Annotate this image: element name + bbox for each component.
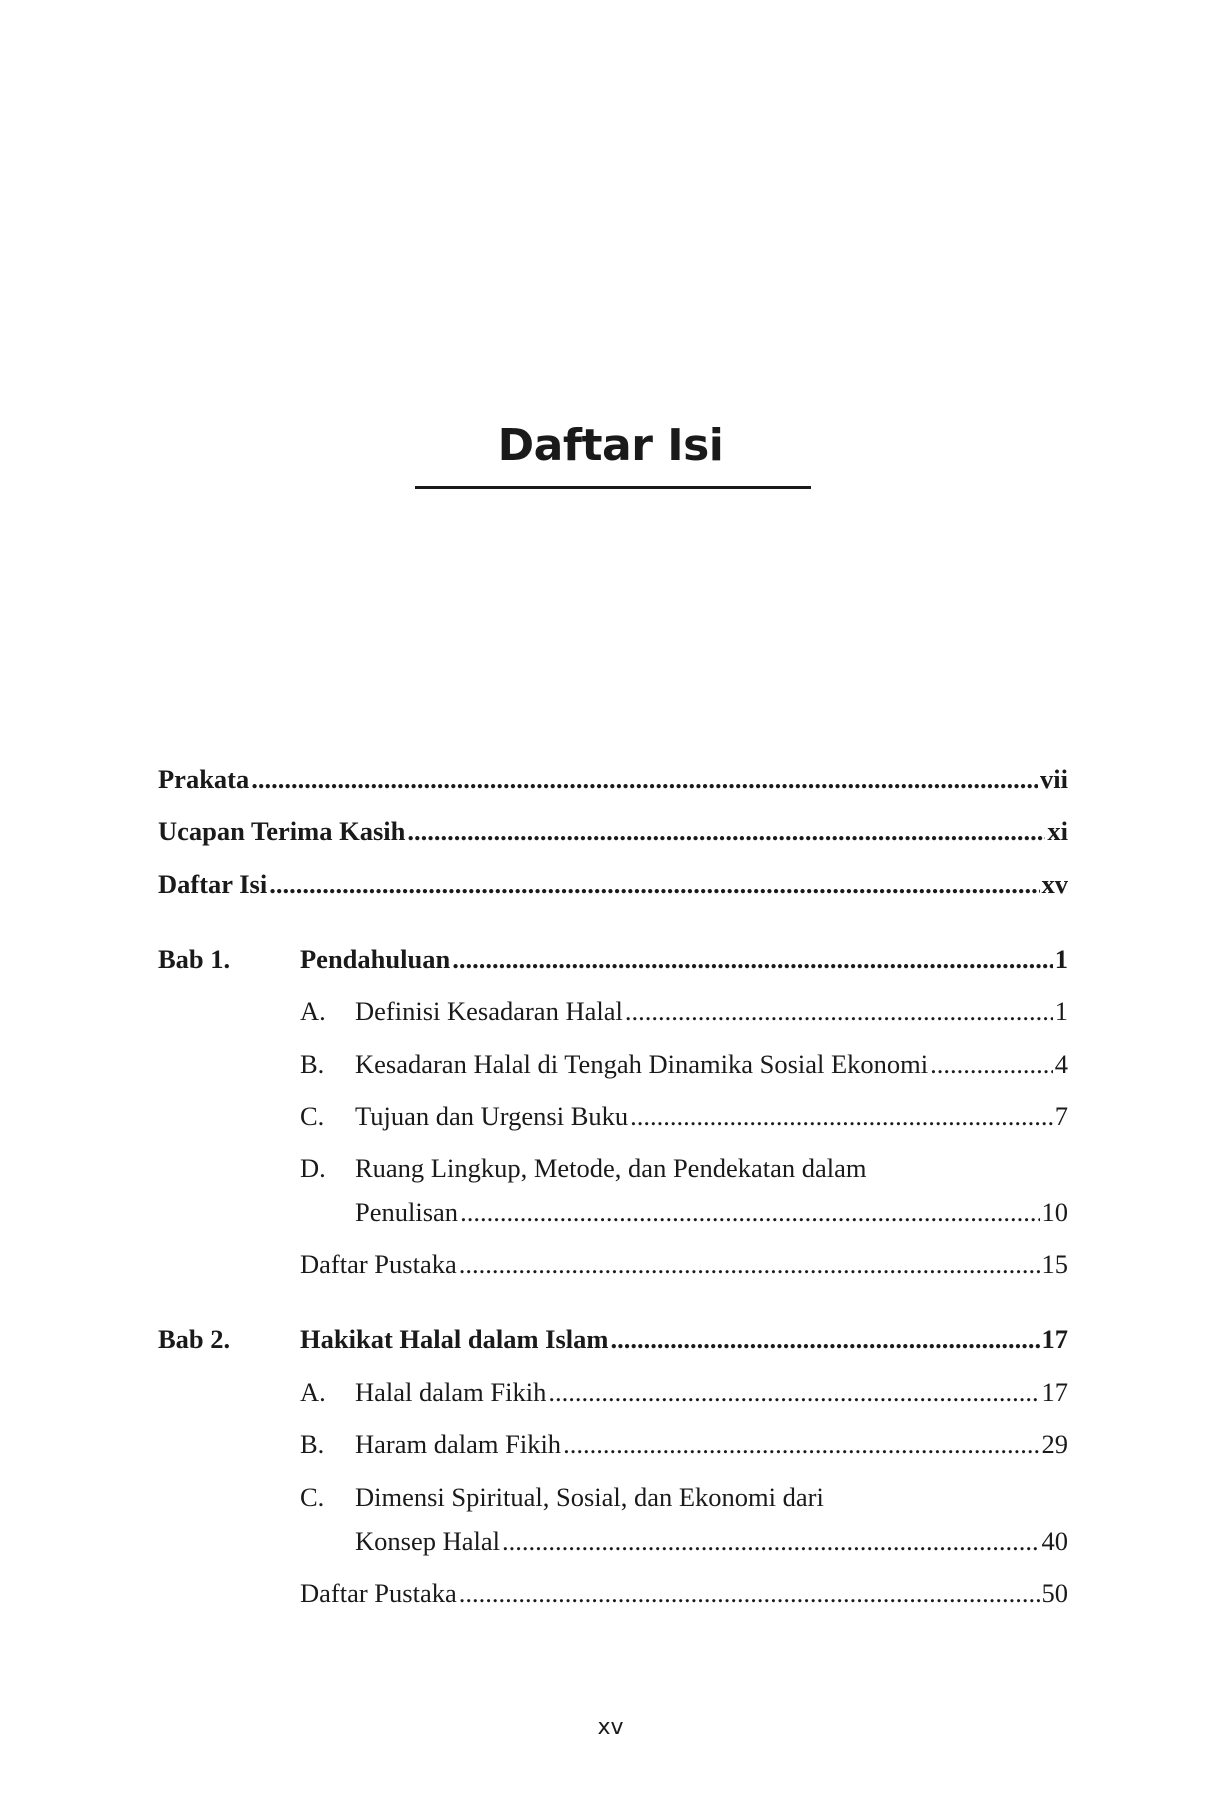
bibliography-page: 50 <box>1041 1578 1068 1608</box>
section-title-line2: Konsep Halal <box>355 1526 500 1556</box>
section-page: 1 <box>1054 996 1068 1026</box>
toc-section-1b[interactable] <box>355 1049 1068 1080</box>
chapter-title: Pendahuluan <box>300 944 451 974</box>
section-title-line1[interactable]: Ruang Lingkup, Metode, dan Pendekatan dalam <box>355 1153 867 1183</box>
section-letter: D. <box>300 1153 326 1183</box>
leader-dots <box>610 1324 1039 1355</box>
title-underline <box>415 486 811 489</box>
section-title: Haram dalam Fikih <box>355 1429 562 1459</box>
toc-entry-daftar-isi[interactable] <box>158 869 1068 900</box>
leader-dots <box>251 764 1038 795</box>
leader-dots <box>459 1249 1040 1280</box>
section-letter: B. <box>300 1049 325 1079</box>
toc-section-1c[interactable] <box>355 1101 1068 1132</box>
section-page: 40 <box>1041 1526 1068 1556</box>
toc-section-1a[interactable] <box>355 996 1068 1027</box>
toc-entry-label: Daftar Isi <box>158 869 268 899</box>
toc-entry-ucapan-terima-kasih[interactable] <box>158 816 1068 847</box>
chapter-page: 17 <box>1041 1324 1068 1354</box>
leader-dots <box>407 816 1045 847</box>
section-title: Definisi Kesadaran Halal <box>355 996 623 1026</box>
chapter-number: Bab 2. <box>158 1324 231 1354</box>
toc-section-2c[interactable] <box>355 1526 1068 1557</box>
leader-dots <box>563 1429 1039 1460</box>
toc-entry-label: Ucapan Terima Kasih <box>158 816 406 846</box>
toc-section-2a[interactable] <box>355 1377 1068 1408</box>
bibliography-page: 15 <box>1041 1249 1068 1279</box>
leader-dots <box>269 869 1039 900</box>
toc-entry-page: vii <box>1040 764 1068 794</box>
section-title-line1[interactable]: Dimensi Spiritual, Sosial, dan Ekonomi dari <box>355 1482 824 1512</box>
toc-entry-page: xv <box>1041 869 1068 899</box>
leader-dots <box>502 1526 1040 1557</box>
section-title: Tujuan dan Urgensi Buku <box>355 1101 629 1131</box>
section-page: 10 <box>1041 1197 1068 1227</box>
toc-chapter-1[interactable] <box>300 944 1068 975</box>
chapter-page: 1 <box>1054 944 1068 974</box>
bibliography-label: Daftar Pustaka <box>300 1578 457 1608</box>
toc-bibliography-2[interactable] <box>300 1578 1068 1609</box>
section-letter: C. <box>300 1482 325 1512</box>
bibliography-label: Daftar Pustaka <box>300 1249 457 1279</box>
section-letter: C. <box>300 1101 325 1131</box>
leader-dots <box>459 1578 1040 1609</box>
section-page: 4 <box>1054 1049 1068 1079</box>
leader-dots <box>460 1197 1039 1228</box>
toc-entry-prakata[interactable] <box>158 764 1068 795</box>
section-page: 17 <box>1041 1377 1068 1407</box>
section-letter: B. <box>300 1429 325 1459</box>
section-page: 29 <box>1041 1429 1068 1459</box>
section-title-line2: Penulisan <box>355 1197 459 1227</box>
leader-dots <box>630 1101 1053 1132</box>
section-page: 7 <box>1054 1101 1068 1131</box>
toc-chapter-2[interactable] <box>300 1324 1068 1355</box>
section-title: Kesadaran Halal di Tengah Dinamika Sosial Ekonomi <box>355 1049 929 1079</box>
page-title: Daftar Isi <box>497 420 724 471</box>
leader-dots <box>452 944 1053 975</box>
chapter-number: Bab 1. <box>158 944 231 974</box>
toc-entry-page: xi <box>1047 816 1068 846</box>
toc-entry-label: Prakata <box>158 764 250 794</box>
page-number: xv <box>597 1715 624 1740</box>
section-title: Halal dalam Fikih <box>355 1377 547 1407</box>
leader-dots <box>625 996 1053 1027</box>
chapter-title: Hakikat Halal dalam Islam <box>300 1324 609 1354</box>
leader-dots <box>548 1377 1039 1408</box>
toc-section-2b[interactable] <box>355 1429 1068 1460</box>
toc-bibliography-1[interactable] <box>300 1249 1068 1280</box>
leader-dots <box>930 1049 1053 1080</box>
section-letter: A. <box>300 1377 326 1407</box>
toc-section-1d[interactable] <box>355 1197 1068 1228</box>
section-letter: A. <box>300 996 326 1026</box>
